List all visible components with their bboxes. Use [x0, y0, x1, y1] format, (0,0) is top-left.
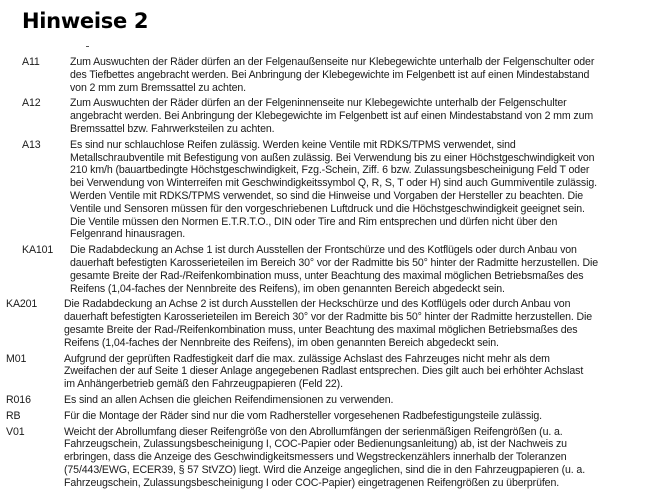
note-text-line: Die Ventile müssen den Normen E.T.R.T.O., DIN oder Tire and Rim entsprechen und dürfen nicht über den [70, 215, 558, 228]
note-text-line: Weicht der Abrollumfang dieser Reifengröße von den Abrollumfängen der serienmäßigen Reifengrößen (u. a. [64, 425, 563, 438]
note-text-line: Fahrzeugschein, Zulassungsbescheinigung I oder COC-Papier) eingetragenen Reifengrößen zu überprüfen. [64, 476, 560, 489]
note-entry-a12 [0, 97, 658, 135]
note-code: A12 [22, 97, 41, 110]
note-text-line: erbringen, dass die Anzeige des Geschwindigkeitsmessers und Wegstreckenzählers innerhalb der Toleranzen [64, 451, 567, 464]
note-text [64, 426, 658, 490]
note-text [70, 139, 658, 241]
note-text [70, 56, 658, 94]
note-text [64, 298, 658, 349]
note-entry-rb [0, 410, 658, 423]
note-text-line: gesamte Breite der Rad-/Reifenkombination muss, unter Beachtung des maximal möglichen Betriebsmaßes des [70, 269, 584, 282]
note-code: KA201 [6, 298, 38, 311]
note-text-line: Zum Auswuchten der Räder dürfen an der Felgeninnenseite nur Klebegewichte unterhalb der Felgenschulter [70, 97, 567, 110]
note-code: M01 [6, 352, 27, 365]
note-text-line: Fahrzeugschein, Zulassungsbescheinigung I, COC-Papier oder Bedienungsanleitung) ab, ist der Nachweis zu [64, 438, 567, 451]
note-entry-ka201 [0, 298, 658, 349]
note-code: KA101 [22, 244, 54, 257]
note-text [64, 410, 658, 423]
note-text-line: Zum Auswuchten der Räder dürfen an der Felgenaußenseite nur Klebegewichte unterhalb der Felgenschulter oder [70, 56, 595, 68]
note-text-line: des Tiefbettes angebracht werden. Bei Anbringung der Klebegewichte im Felgenbett ist auf einen Mindestabstand [70, 68, 590, 81]
note-text-line: Zweifachen der auf Seite 1 dieser Anlage angegebenen Radlast entsprechen. Dies gilt auch bei erhöhter Achslast [64, 365, 584, 378]
note-code: A11 [22, 56, 40, 68]
note-text-line: gesamte Breite der Rad-/Reifenkombination muss, unter Beachtung des maximal möglichen Betriebsmaßes des [64, 323, 578, 336]
note-text-line: Reifens (1,04-faches der Nennbreite des Reifens), im oben genannten Bereich abgedeckt sein. [70, 282, 505, 295]
note-text-line: dauerhaft befestigten Karosserieteilen im Bereich 30° vor der Radmitte bis 50° hinter der Radmitte herzustellen. Die [64, 311, 593, 324]
note-code: RB [6, 409, 21, 422]
note-entry-v01 [0, 426, 658, 490]
note-text-line: Bremssattel bzw. Fahrwerksteilen zu achten. [70, 122, 275, 135]
notes-list [0, 56, 658, 493]
note-text-line: Reifens (1,04-faches der Nennbreite des Reifens), im oben genannten Bereich abgedeckt sein. [64, 336, 499, 349]
note-text-line: Die Radabdeckung an Achse 1 ist durch Ausstellen der Frontschürze und des Kotflügels oder durch Anbau von [70, 244, 577, 257]
note-text [70, 97, 658, 135]
note-text [64, 353, 658, 391]
page-title: Hinweise 2 [22, 9, 149, 33]
note-entry-a11 [0, 56, 658, 94]
note-code: V01 [6, 425, 25, 438]
note-text [64, 394, 658, 407]
note-code: R016 [6, 393, 31, 406]
note-text-line: Die Radabdeckung an Achse 2 ist durch Ausstellen der Heckschürze und des Kotflügels oder durch Anbau von [64, 298, 571, 311]
note-text-line: Werden Ventile mit RDKS/TPMS verwendet, so sind die Hinweise und Vorgaben der Hersteller zu beachten. Die [70, 189, 584, 202]
note-text-line: dauerhaft befestigten Karosserieteilen im Bereich 30° vor der Radmitte bis 50° hinter der Radmitte herzustellen. Die [70, 256, 599, 269]
note-text-line: im Anhängerbetrieb gemäß den Fahrzeugpapieren (Feld 22). [64, 378, 343, 391]
note-entry-r016 [0, 394, 658, 407]
note-text-line: Felgenrand hinausragen. [70, 228, 186, 241]
note-text-line: Metallschraubventile mit Befestigung von außen zulässig. Bei Verwendung bis zu einer Höchstgeschwindigkeit von [70, 151, 595, 164]
divider-mark [86, 46, 89, 47]
note-entry-m01 [0, 353, 658, 391]
note-text [70, 244, 658, 295]
note-entry-ka101 [0, 244, 658, 295]
note-text-line: angebracht werden. Bei Anbringung der Klebegewichte im Felgenbett ist auf einen Mindestabstand von 2 mm zum [70, 110, 594, 123]
note-text-line: bei Verwendung von Winterreifen mit Geschwindigkeitssymbol Q, R, S, T oder H) sind auch Gummiventile zulässig. [70, 177, 597, 190]
note-entry-a13 [0, 139, 658, 241]
note-code: A13 [22, 138, 41, 151]
note-text-line: Es sind nur schlauchlose Reifen zulässig. Werden keine Ventile mit RDKS/TPMS verwendet, sind [70, 138, 516, 151]
note-text-line: Für die Montage der Räder sind nur die vom Radhersteller vorgesehenen Radbefestigungsteile zulässig. [64, 409, 542, 422]
note-text-line: von 2 mm zum Bremssattel zu achten. [70, 81, 246, 94]
note-text-line: Aufgrund der geprüften Radfestigkeit darf die max. zulässige Achslast des Fahrzeuges nicht mehr als dem [64, 352, 550, 365]
note-text-line: 210 km/h (bauartbedingte Höchstgeschwindigkeit, Fzg.-Schein, Ziff. 6 bzw. Zulassungsbescheinigung Feld T oder [70, 164, 590, 177]
note-text-line: Ventile und Sensoren müssen für den vorgeschriebenen Luftdruck und die Höchstgeschwindigkeit geeignet sein. [70, 202, 585, 215]
note-text-line: (75/443/EWG, ECER39, § 57 StVZO) liegt. Wird die Anzeige angeglichen, sind die in den Fahrzeugpapieren (u. a. [64, 463, 586, 476]
note-text-line: Es sind an allen Achsen die gleichen Reifendimensionen zu verwenden. [64, 393, 394, 406]
